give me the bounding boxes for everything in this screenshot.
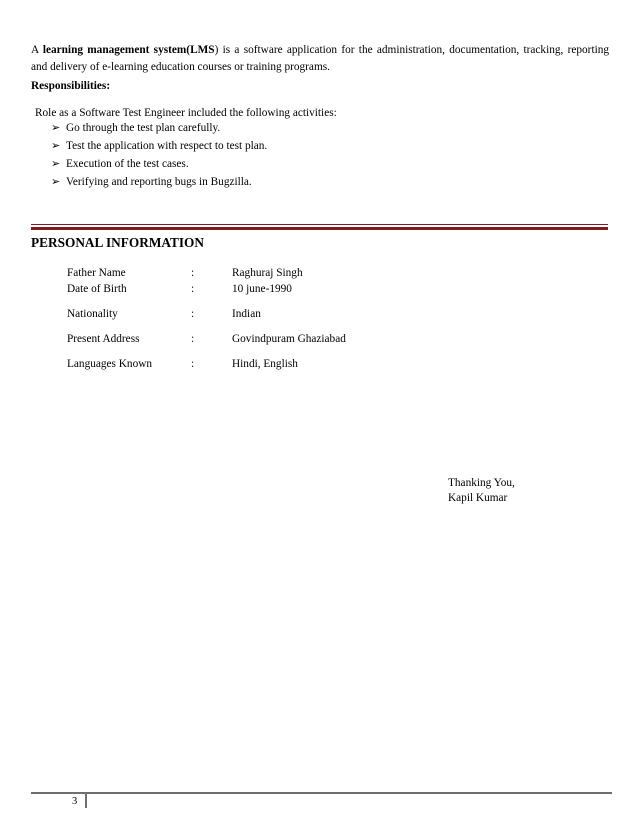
field-label-present-address: Present Address (67, 333, 140, 345)
field-value-present-address: Govindpuram Ghaziabad (232, 333, 346, 345)
list-item (51, 121, 220, 134)
field-separator: : (191, 283, 195, 295)
intro-bold-term: learning management system(LMS (42, 44, 215, 56)
field-label-date-of-birth: Date of Birth (67, 283, 127, 295)
list-item-text: Go through the test plan carefully. (66, 121, 221, 134)
field-value-languages-known: Hindi, English (232, 358, 298, 370)
list-item-text: Execution of the test cases. (66, 157, 189, 170)
field-value-nationality: Indian (232, 308, 261, 320)
closing-signature-name: Kapil Kumar (448, 492, 508, 504)
field-label-languages-known: Languages Known (67, 358, 153, 370)
field-separator: : (191, 308, 195, 320)
list-item (51, 157, 189, 170)
arrow-bullet-icon: ➢ (51, 140, 61, 152)
list-item (51, 175, 252, 188)
intro-prefix: A (31, 44, 43, 56)
responsibilities-heading: Responsibilities: (31, 80, 111, 92)
intro-suffix: ) is a software application for the administration, documentation, tracking, reporting and delivery of e-learning education courses or training programs. (31, 44, 610, 73)
field-label-nationality: Nationality (67, 308, 118, 320)
field-separator: : (191, 267, 195, 279)
list-item (51, 139, 267, 152)
arrow-bullet-icon: ➢ (51, 158, 61, 170)
footer-rule (31, 792, 612, 794)
field-value-date-of-birth: 10 june-1990 (232, 283, 292, 295)
section-divider-bottom (31, 227, 608, 230)
page-number: 3 (72, 796, 78, 807)
personal-information-heading: PERSONAL INFORMATION (31, 235, 204, 250)
field-separator: : (191, 333, 195, 345)
arrow-bullet-icon: ➢ (51, 176, 61, 188)
closing-salutation: Thanking You, (448, 477, 515, 489)
field-label-father-name: Father Name (67, 267, 126, 279)
intro-paragraph (31, 42, 609, 76)
section-divider-top (31, 224, 608, 225)
field-separator: : (191, 358, 195, 370)
list-item-text: Test the application with respect to test plan. (66, 139, 268, 152)
arrow-bullet-icon: ➢ (51, 122, 61, 134)
page-number-bar (85, 794, 87, 808)
field-value-father-name: Raghuraj Singh (232, 267, 303, 279)
role-description: Role as a Software Test Engineer included the following activities: (35, 107, 337, 119)
list-item-text: Verifying and reporting bugs in Bugzilla. (66, 175, 252, 188)
